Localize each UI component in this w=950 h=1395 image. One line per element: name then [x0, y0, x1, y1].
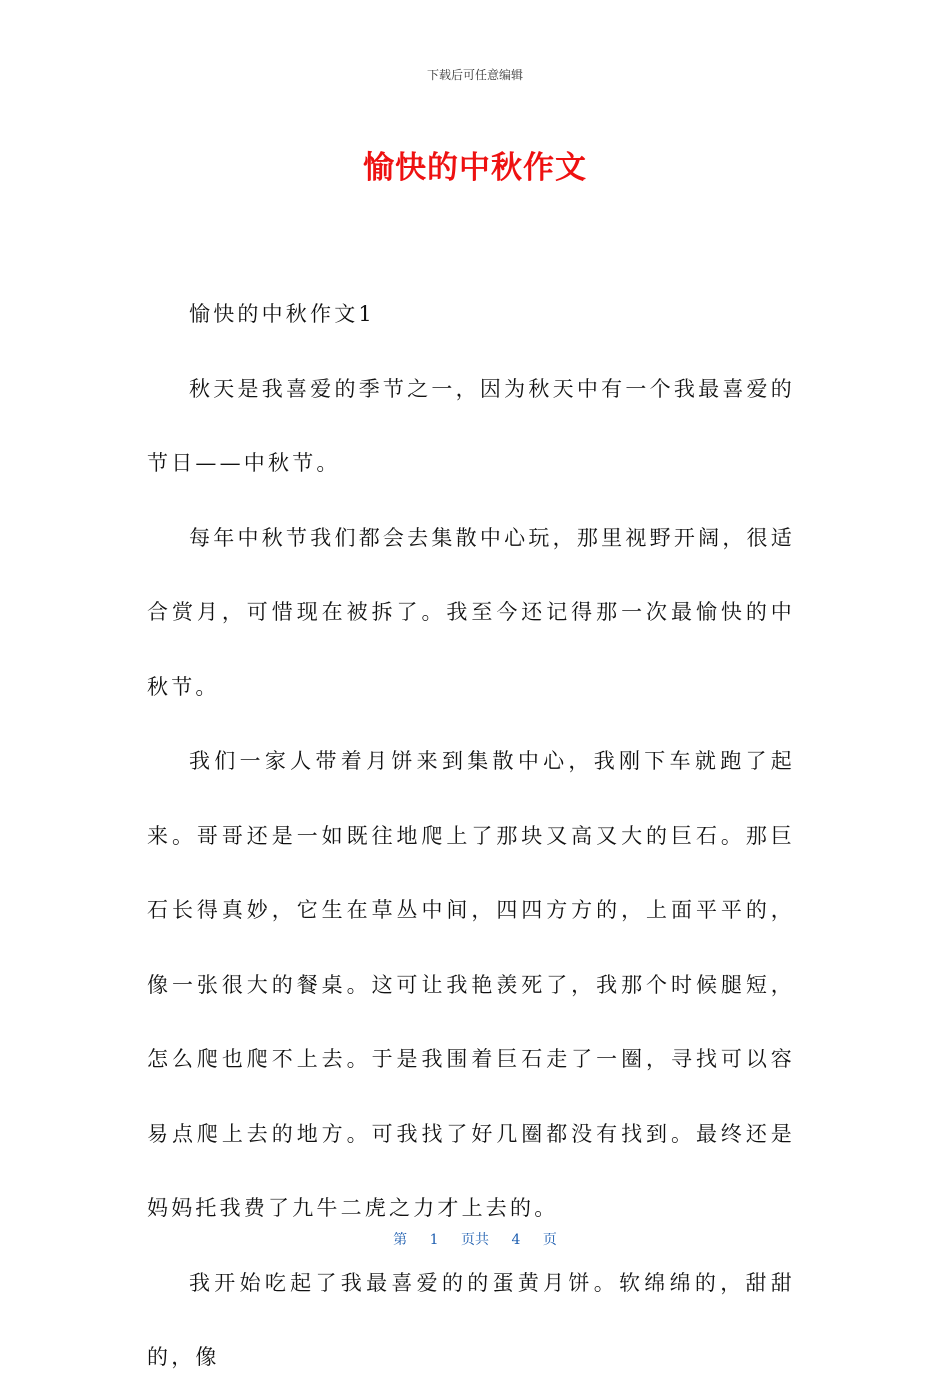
page-footer: [0, 1229, 950, 1249]
paragraph-heading: 愉快的中秋作文1: [189, 302, 375, 326]
footer-label-page: 第: [393, 1232, 408, 1248]
footer-label-total: 页共: [461, 1232, 489, 1248]
footer-label-end: 页: [542, 1232, 557, 1248]
paragraph: 我们一家人带着月饼来到集散中心，我刚下车就跑了起来。哥哥还是一如既往地爬上了那块又高又大的巨石。那巨石长得真妙，它生在草丛中间，四四方方的，上面平平的，像一张很大的餐桌。这可让我艳羡死了，我那个时候腿短，怎么爬也爬不上去。于是我围着巨石走了一圈，寻找可以容易点爬上去的地方。可我找了好几圈都没有找到。最终还是妈妈托我费了九牛二虎之力才上去的。: [147, 749, 795, 1220]
paragraph: 每年中秋节我们都会去集散中心玩，那里视野开阔，很适合赏月，可惜现在被拆了。我至今还记得那一次最愉快的中秋节。: [147, 525, 795, 699]
footer-total-pages: 4: [511, 1232, 521, 1248]
document-title: 愉快的中秋作文: [363, 150, 587, 186]
paragraph: 我开始吃起了我最喜爱的的蛋黄月饼。软绵绵的，甜甜的，像: [147, 1270, 795, 1369]
document-body: [147, 277, 795, 1395]
paragraph: 秋天是我喜爱的季节之一，因为秋天中有一个我最喜爱的节日——中秋节。: [147, 376, 795, 475]
footer-current-page: 1: [429, 1232, 439, 1248]
header-note: 下载后可任意编辑: [426, 68, 523, 82]
